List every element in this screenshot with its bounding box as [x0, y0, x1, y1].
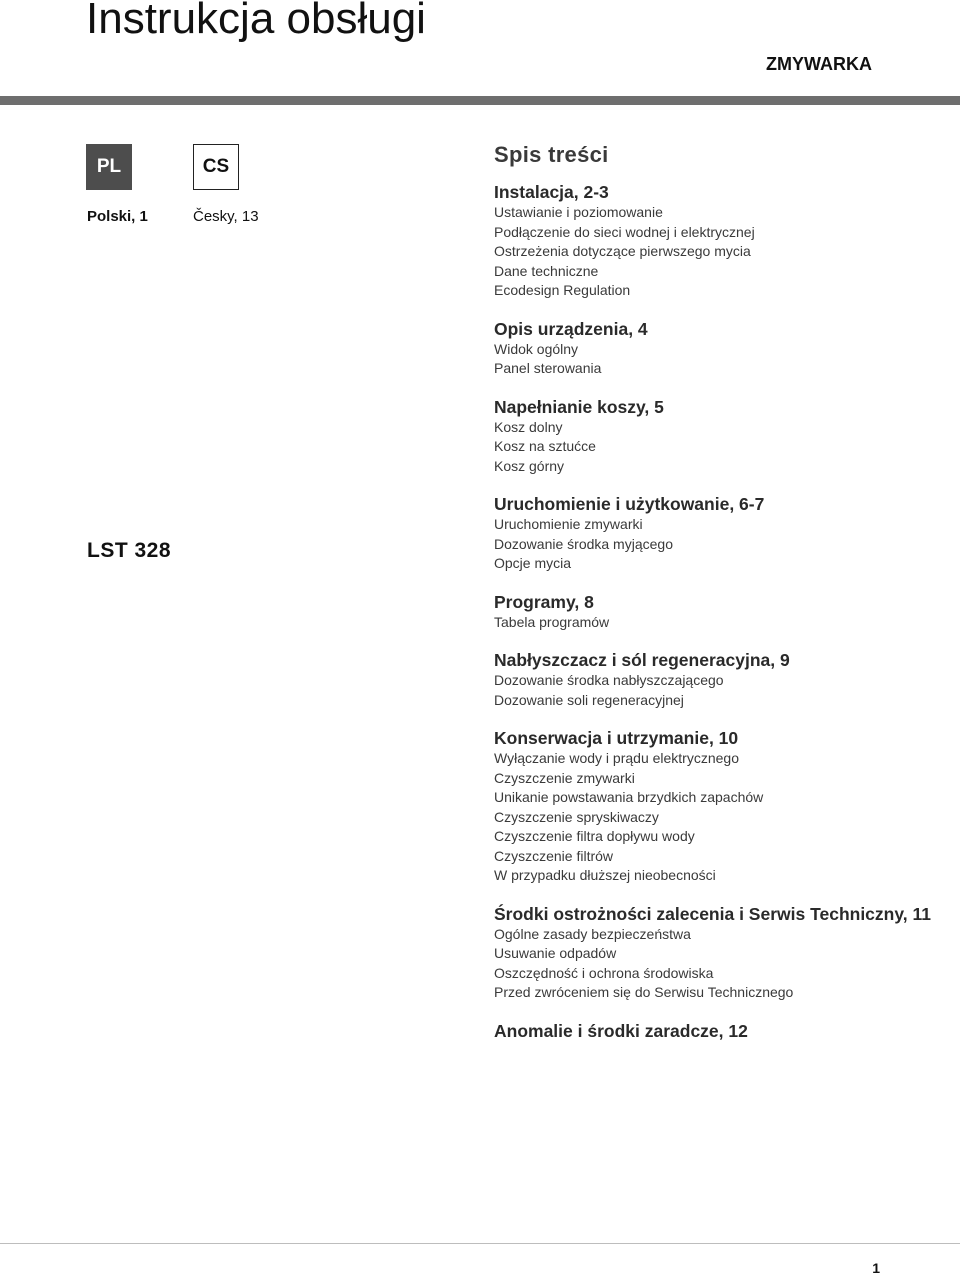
- toc-item[interactable]: Ostrzeżenia dotyczące pierwszego mycia: [494, 243, 751, 259]
- toc-item[interactable]: Unikanie powstawania brzydkich zapachów: [494, 789, 764, 805]
- toc-section: [494, 650, 934, 710]
- toc-section: [494, 319, 934, 379]
- toc-item[interactable]: Dane techniczne: [494, 262, 599, 279]
- toc-item[interactable]: Podłączenie do sieci wodnej i elektrycznej: [494, 223, 755, 240]
- language-badge-pl[interactable]: PL: [86, 144, 132, 190]
- document-title: Instrukcja obsługi: [86, 0, 426, 43]
- toc-section-title[interactable]: Konserwacja i utrzymanie, 10: [494, 728, 739, 748]
- toc-section-title[interactable]: Środki ostrożności zalecenia i Serwis Techniczny, 11: [494, 903, 932, 924]
- toc-item[interactable]: Uruchomienie zmywarki: [494, 516, 643, 532]
- toc-item[interactable]: Czyszczenie filtrów: [494, 847, 614, 864]
- toc-item[interactable]: Opcje mycia: [494, 555, 572, 571]
- toc-item[interactable]: Dozowanie środka myjącego: [494, 535, 673, 552]
- toc-section-title[interactable]: Programy, 8: [494, 591, 594, 612]
- toc-item[interactable]: Widok ogólny: [494, 340, 579, 357]
- toc-item[interactable]: Tabela programów: [494, 613, 610, 630]
- toc-item[interactable]: Czyszczenie zmywarki: [494, 769, 635, 786]
- product-type: ZMYWARKA: [766, 54, 872, 74]
- footer-rule: [0, 1243, 960, 1244]
- toc-item[interactable]: Czyszczenie spryskiwaczy: [494, 808, 659, 825]
- toc-sections: [494, 182, 934, 1041]
- toc-section-title[interactable]: Opis urządzenia, 4: [494, 318, 648, 339]
- toc-item[interactable]: Ogólne zasady bezpieczeństwa: [494, 925, 691, 942]
- toc-item[interactable]: Wyłączanie wody i prądu elektrycznego: [494, 750, 739, 766]
- toc-title: Spis treści: [494, 142, 609, 167]
- toc-item[interactable]: W przypadku dłuższej nieobecności: [494, 867, 716, 883]
- page-number: 1: [872, 1260, 880, 1276]
- toc-section-title[interactable]: Uruchomienie i użytkowanie, 6-7: [494, 494, 765, 514]
- toc-section: [494, 397, 934, 477]
- language-label-cs[interactable]: Česky, 13: [193, 208, 259, 225]
- toc-item[interactable]: Dozowanie środka nabłyszczającego: [494, 672, 724, 688]
- toc-section-title[interactable]: Napełnianie koszy, 5: [494, 396, 664, 417]
- language-label-pl[interactable]: Polski, 1: [87, 208, 148, 225]
- toc-item[interactable]: Ustawianie i poziomowanie: [494, 204, 663, 220]
- toc-item[interactable]: Kosz dolny: [494, 418, 563, 435]
- model-name: LST 328: [87, 539, 172, 562]
- toc-item[interactable]: Dozowanie soli regeneracyjnej: [494, 691, 684, 708]
- toc-item[interactable]: Kosz górny: [494, 457, 565, 474]
- toc-section: [494, 728, 934, 886]
- header-rule: [0, 96, 960, 105]
- toc-item[interactable]: Panel sterowania: [494, 360, 602, 376]
- toc-section: [494, 182, 934, 301]
- toc-section-title[interactable]: Anomalie i środki zaradcze, 12: [494, 1020, 748, 1041]
- toc-item[interactable]: Usuwanie odpadów: [494, 945, 617, 961]
- toc-item[interactable]: Czyszczenie filtra dopływu wody: [494, 828, 695, 844]
- table-of-contents: [494, 140, 934, 1059]
- toc-section: [494, 904, 934, 1003]
- toc-section: [494, 1021, 934, 1041]
- toc-item[interactable]: Ecodesign Regulation: [494, 282, 631, 298]
- toc-section-title[interactable]: Nabłyszczacz i sól regeneracyjna, 9: [494, 650, 790, 670]
- language-badge-cs[interactable]: CS: [193, 144, 239, 190]
- toc-item[interactable]: Oszczędność i ochrona środowiska: [494, 964, 714, 981]
- toc-item[interactable]: Kosz na sztućce: [494, 438, 596, 454]
- toc-section: [494, 494, 934, 574]
- toc-section-title[interactable]: Instalacja, 2-3: [494, 182, 609, 202]
- toc-section: [494, 592, 934, 633]
- toc-item[interactable]: Przed zwróceniem się do Serwisu Technicznego: [494, 984, 794, 1000]
